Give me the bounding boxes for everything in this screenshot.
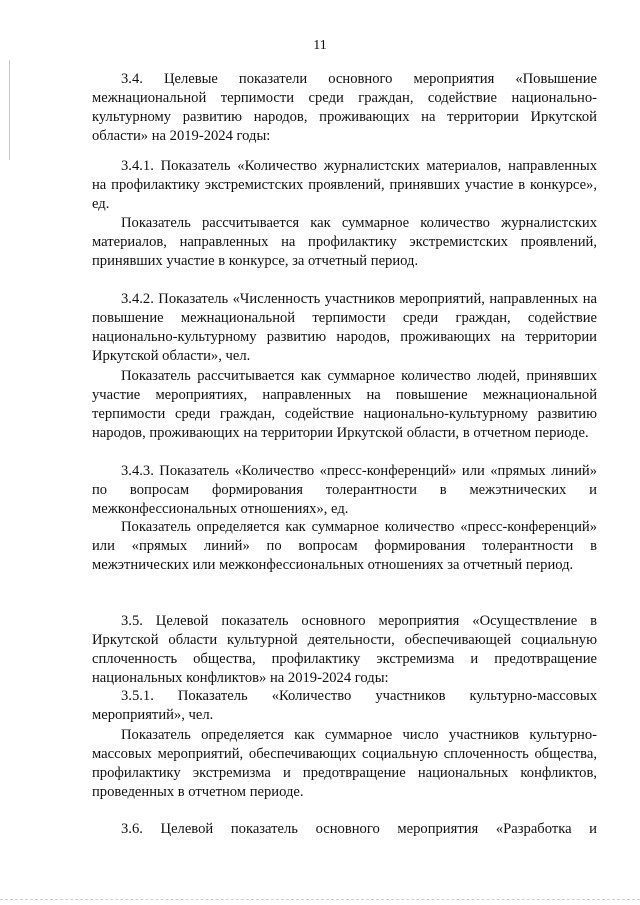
paragraph-3-5-1-heading: 3.5.1. Показатель «Количество участников культурно-массовых мероприятий», чел.	[92, 688, 597, 723]
paragraph-3-5-heading: 3.5. Целевой показатель основного мероприятия «Осуществление в Иркутской области культурной деятельности, обеспечивающей социальную сплоченность общества, профилактику экстремизма и предотвращение национальных конфликтов» на 2019-2024 годы:	[92, 613, 597, 686]
paragraph-3-4-2-text: Показатель рассчитывается как суммарное количество людей, принявших участие мероприятиях, направленных на повышение межнациональной терпимости среди граждан, содействие национально-культурному развитию народов, проживающих на территории Иркутской области, в отчетном периоде.	[92, 368, 597, 441]
page-number: 11	[313, 38, 327, 53]
paragraph-3-4-1-text: Показатель рассчитывается как суммарное количество журналистских материалов, направленных на профилактику экстремистских проявлений, принявших участие в конкурсе, за отчетный период.	[92, 215, 597, 269]
paragraph-3-4-3-heading: 3.4.3. Показатель «Количество «пресс-конференций» или «прямых линий» по вопросам формирования толерантности в межэтнических и межконфессиональных отношениях», ед.	[92, 463, 597, 517]
paragraph-3-4-1-heading: 3.4.1. Показатель «Количество журналистских материалов, направленных на профилактику экстремистских проявлений, принявших участие в конкурсе», ед.	[92, 158, 597, 212]
paragraph-3-4-2-heading: 3.4.2. Показатель «Численность участников мероприятий, направленных на повышение межнациональной терпимости среди граждан, содействие национально-культурному развитию народов, проживающих на территории Иркутской области», чел.	[92, 291, 597, 364]
scan-bottom-edge	[0, 899, 640, 901]
paragraph-3-6-heading: 3.6. Целевой показатель основного мероприятия «Разработка и	[121, 821, 597, 837]
paragraph-3-4-3-text: Показатель определяется как суммарное количество «пресс-конференций» или «прямых линий» по вопросам формирования толерантности в межэтнических или межконфессиональных отношениях за отчетный период.	[92, 519, 597, 573]
scan-margin-mark	[9, 60, 10, 160]
paragraph-3-4-heading: 3.4. Целевые показатели основного мероприятия «Повышение межнациональной терпимости среди граждан, содействие национально-культурному развитию народов, проживающих на территории Иркутской области» на 2019-2024 годы:	[92, 71, 597, 144]
paragraph-3-5-1-text: Показатель определяется как суммарное число участников культурно-массовых мероприятий, обеспечивающих социальную сплоченность общества, профилактику экстремизма и предотвращение национальных конфликтов, проведенных в отчетном периоде.	[92, 727, 597, 800]
